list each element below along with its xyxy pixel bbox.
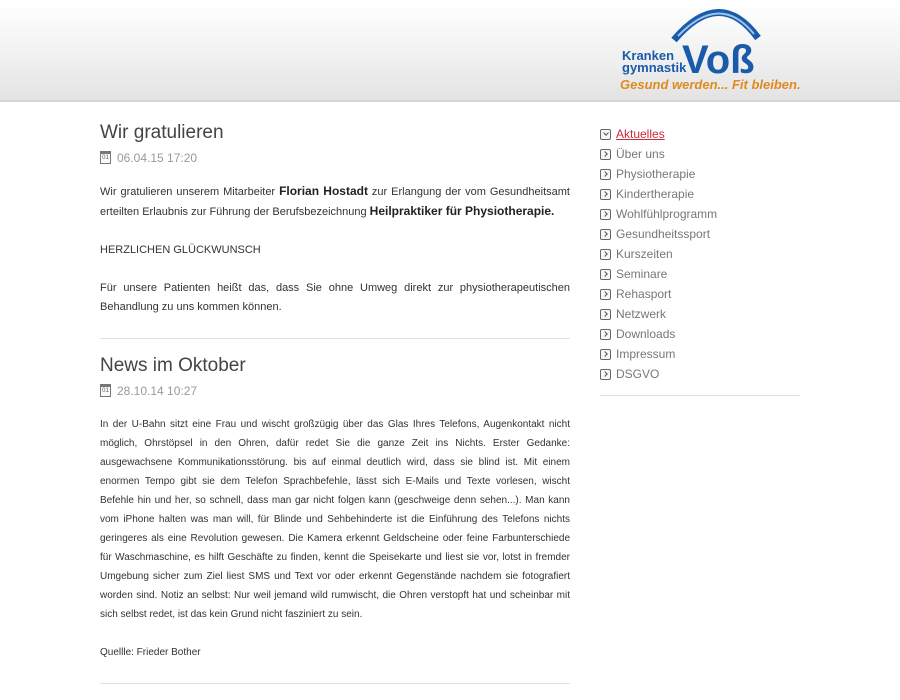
- article-title[interactable]: News im Oktober: [100, 355, 246, 376]
- nav-label: Kurszeiten: [616, 247, 673, 261]
- chevron-right-icon: [600, 189, 611, 200]
- nav-label: Downloads: [616, 327, 676, 341]
- content-column: [100, 118, 570, 684]
- article-meta: [100, 383, 570, 399]
- nav-item-seminare[interactable]: [600, 264, 800, 284]
- nav-label: Wohlfühlprogramm: [616, 207, 718, 221]
- nav-item-dsgvo[interactable]: [600, 364, 800, 384]
- logo-line2: gymnastik: [622, 60, 687, 75]
- chevron-right-icon: [600, 289, 611, 300]
- article-date: 28.10.14 10:27: [117, 384, 198, 398]
- nav-label: Physiotherapie: [616, 167, 696, 181]
- article-paragraph: Für unsere Patienten heißt das, dass Sie ohne Umweg direkt zur physiotherapeutischen Behandlung zu uns kommen können.: [100, 282, 570, 313]
- divider: [100, 683, 570, 684]
- nav-label: Netzwerk: [616, 307, 667, 321]
- nav-label: Seminare: [616, 267, 668, 281]
- logo-slogan: Gesund werden... Fit bleiben.: [620, 77, 801, 92]
- article-paragraph: [100, 182, 570, 222]
- nav-label: Aktuelles: [616, 127, 665, 141]
- article-body: In der U-Bahn sitzt eine Frau und wischt großzügig über das Glas Ihres Telefons, Augenkontakt nicht möglich, Ohrstöpsel in den Ohren, dafür redet Sie die ganze Zeit ins Nichts. Erster Gedanke: ausgewachsene Kommunikationsstörung. bis auf einmal deutlich wird, dass sie blind ist. Mit einem enormen Tempo gibt sie dem Telefon Sprachbefehle, lässt sich E-Mails und Texte vorlesen, wischt Befehle hin und her, so schnell, dass man gar nicht folgen kann (geschweige denn sehen...). Man kann vom iPhone halten was man will, für Blinde und Sehbehinderte ist die Einführung des Telefons nichts geringeres als eine Revolution gewesen. Die Kamera erkennt Geldscheine oder feine Farbunterschiede für Waschmaschine, es hilft Geschäfte zu finden, kennt die Speisekarte und liest sie vor, lotst in fremder Umgebung sicher zum Ziel liest SMS und Text vor oder erkennt Gegenstände nachdem sie fotografiert worden sind. Notiz an selbst: Nur weil jemand wild rumwischt, die Ohren verstopft hat und scheinbar mit sich selbst redet, ist das kein Grund nicht fasziniert zu sein.: [100, 419, 570, 620]
- logo-line1: Kranken: [622, 48, 675, 63]
- text-span: zur Erlangung der vom Gesundheitsamt erteilten Erlaubnis zur Führung der Berufsbezeichnung: [100, 186, 570, 218]
- article-meta: [100, 150, 570, 166]
- article-date: 06.04.15 17:20: [117, 151, 198, 165]
- chevron-right-icon: [600, 309, 611, 320]
- divider: [100, 338, 570, 339]
- chevron-right-icon: [600, 209, 611, 220]
- nav-label: Über uns: [616, 147, 665, 161]
- nav-item-wohlfuehlprogramm[interactable]: [600, 204, 800, 224]
- article-wir-gratulieren: [100, 118, 570, 339]
- nav-item-rehasport[interactable]: [600, 284, 800, 304]
- nav-item-downloads[interactable]: [600, 324, 800, 344]
- nav-item-netzwerk[interactable]: [600, 304, 800, 324]
- sidebar-divider: [600, 395, 800, 396]
- logo-name: Voß: [682, 38, 755, 82]
- nav-item-gesundheitssport[interactable]: [600, 224, 800, 244]
- nav-label: Rehasport: [616, 287, 672, 301]
- nav-label: DSGVO: [616, 367, 660, 381]
- nav-label: Gesundheitssport: [616, 227, 711, 241]
- professional-title: Heilpraktiker für Physiotherapie.: [369, 204, 555, 218]
- sidebar-nav: [600, 124, 800, 396]
- chevron-right-icon: [600, 229, 611, 240]
- chevron-right-icon: [600, 369, 611, 380]
- nav-item-aktuelles[interactable]: [600, 124, 800, 144]
- nav-item-kindertherapie[interactable]: [600, 184, 800, 204]
- calendar-icon: 01: [100, 153, 111, 164]
- congratulations-text: HERZLICHEN GLÜCKWUNSCH: [100, 244, 261, 256]
- chevron-right-icon: [600, 249, 611, 260]
- nav-label: Kindertherapie: [616, 187, 695, 201]
- chevron-right-icon: [600, 349, 611, 360]
- nav-item-ueber-uns[interactable]: [600, 144, 800, 164]
- nav-item-impressum[interactable]: [600, 344, 800, 364]
- site-header: [0, 0, 900, 102]
- chevron-right-icon: [600, 269, 611, 280]
- nav-item-kurszeiten[interactable]: [600, 244, 800, 264]
- employee-name: Florian Hostadt: [279, 184, 368, 198]
- chevron-right-icon: [600, 169, 611, 180]
- calendar-icon: 01: [100, 386, 111, 397]
- chevron-right-icon: [600, 149, 611, 160]
- chevron-right-icon: [600, 329, 611, 340]
- logo[interactable]: [618, 0, 808, 96]
- chevron-down-icon: [600, 129, 611, 140]
- article-title[interactable]: Wir gratulieren: [100, 122, 224, 143]
- text-span: Wir gratulieren unserem Mitarbeiter: [100, 186, 280, 198]
- article-source: Quellle: Frieder Bother: [100, 647, 201, 658]
- article-news-im-oktober: [100, 351, 570, 684]
- nav-label: Impressum: [616, 347, 676, 361]
- nav-item-physiotherapie[interactable]: [600, 164, 800, 184]
